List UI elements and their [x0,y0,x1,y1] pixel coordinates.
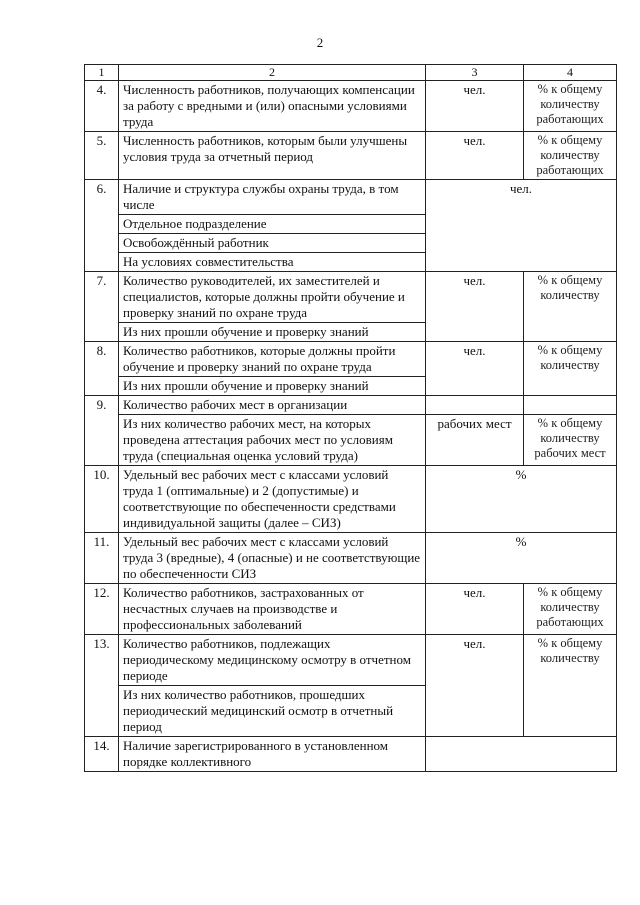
row-subtext: Из них прошли обучение и проверку знаний [119,323,426,342]
row-unit: чел. [426,81,524,132]
row-subtext: Из них прошли обучение и проверку знаний [119,377,426,396]
row-text: Наличие зарегистрированного в установленном порядке коллективного [119,737,426,772]
row-number: 7. [85,272,119,342]
row-text: Удельный вес рабочих мест с классами условий труда 3 (вредные), 4 (опасные) и не соответствующие по обеспеченности СИЗ [119,533,426,584]
row-measure: % к общему количеству [524,635,617,737]
row-number: 10. [85,466,119,533]
page-number: 2 [316,35,324,50]
table-row [85,635,617,686]
row-number: 12. [85,584,119,635]
row-text: Количество работников, застрахованных от несчастных случаев на производстве и профессиональных заболеваний [119,584,426,635]
header-col-2: 2 [119,65,426,81]
row-unit: чел. [426,272,524,342]
row-subtext: Из них количество рабочих мест, на которых проведена аттестация рабочих мест по условиям труда (специальная оценка условий труда) [119,415,426,466]
row-unit: чел. [426,180,617,272]
table-row [85,272,617,323]
row-unit: чел. [426,342,524,396]
table-row [85,132,617,180]
row-number: 4. [85,81,119,132]
row-text: Численность работников, которым были улучшены условия труда за отчетный период [119,132,426,180]
row-number: 11. [85,533,119,584]
row-measure: % к общему количеству [524,272,617,342]
row-unit-empty [426,396,524,415]
table-header-row [85,65,617,81]
table-subrow [85,415,617,466]
row-subtext: На условиях совместительства [119,253,426,272]
row-unit: рабочих мест [426,415,524,466]
table-row [85,466,617,533]
row-text: Наличие и структура службы охраны труда, в том числе [119,180,426,215]
table-row [85,342,617,377]
table-row [85,180,617,215]
row-number: 13. [85,635,119,737]
table-row [85,533,617,584]
row-number: 14. [85,737,119,772]
table-row [85,737,617,772]
table-row [85,81,617,132]
row-measure: % к общему количеству [524,342,617,396]
row-unit: чел. [426,635,524,737]
row-unit: % [426,533,617,584]
row-text: Удельный вес рабочих мест с классами условий труда 1 (оптимальные) и 2 (допустимые) и соответствующие по обеспеченности средствами индивидуальной защиты (далее – СИЗ) [119,466,426,533]
row-number: 6. [85,180,119,272]
row-text: Численность работников, получающих компенсации за работу с вредными и (или) опасными условиями труда [119,81,426,132]
header-col-4: 4 [524,65,617,81]
row-subtext: Отдельное подразделение [119,215,426,234]
row-number: 9. [85,396,119,466]
row-unit: чел. [426,584,524,635]
row-text: Количество работников, которые должны пройти обучение и проверку знаний по охране труда [119,342,426,377]
row-unit: % [426,466,617,533]
row-measure: % к общему количеству работающих [524,584,617,635]
row-subtext: Освобождённый работник [119,234,426,253]
table-row [85,584,617,635]
row-text: Количество работников, подлежащих периодическому медицинскому осмотру в отчетном периоде [119,635,426,686]
header-col-3: 3 [426,65,524,81]
row-number: 5. [85,132,119,180]
row-number: 8. [85,342,119,396]
row-measure: % к общему количеству рабочих мест [524,415,617,466]
indicators-table [84,64,617,772]
row-subtext: Из них количество работников, прошедших периодический медицинский осмотр в отчетный период [119,686,426,737]
row-measure-empty [524,396,617,415]
row-text: Количество руководителей, их заместителей и специалистов, которые должны пройти обучение и проверку знаний по охране труда [119,272,426,323]
row-text: Количество рабочих мест в организации [119,396,426,415]
header-col-1: 1 [85,65,119,81]
row-measure: % к общему количеству работающих [524,132,617,180]
table-row [85,396,617,415]
row-measure: % к общему количеству работающих [524,81,617,132]
row-unit-empty [426,737,617,772]
row-unit: чел. [426,132,524,180]
